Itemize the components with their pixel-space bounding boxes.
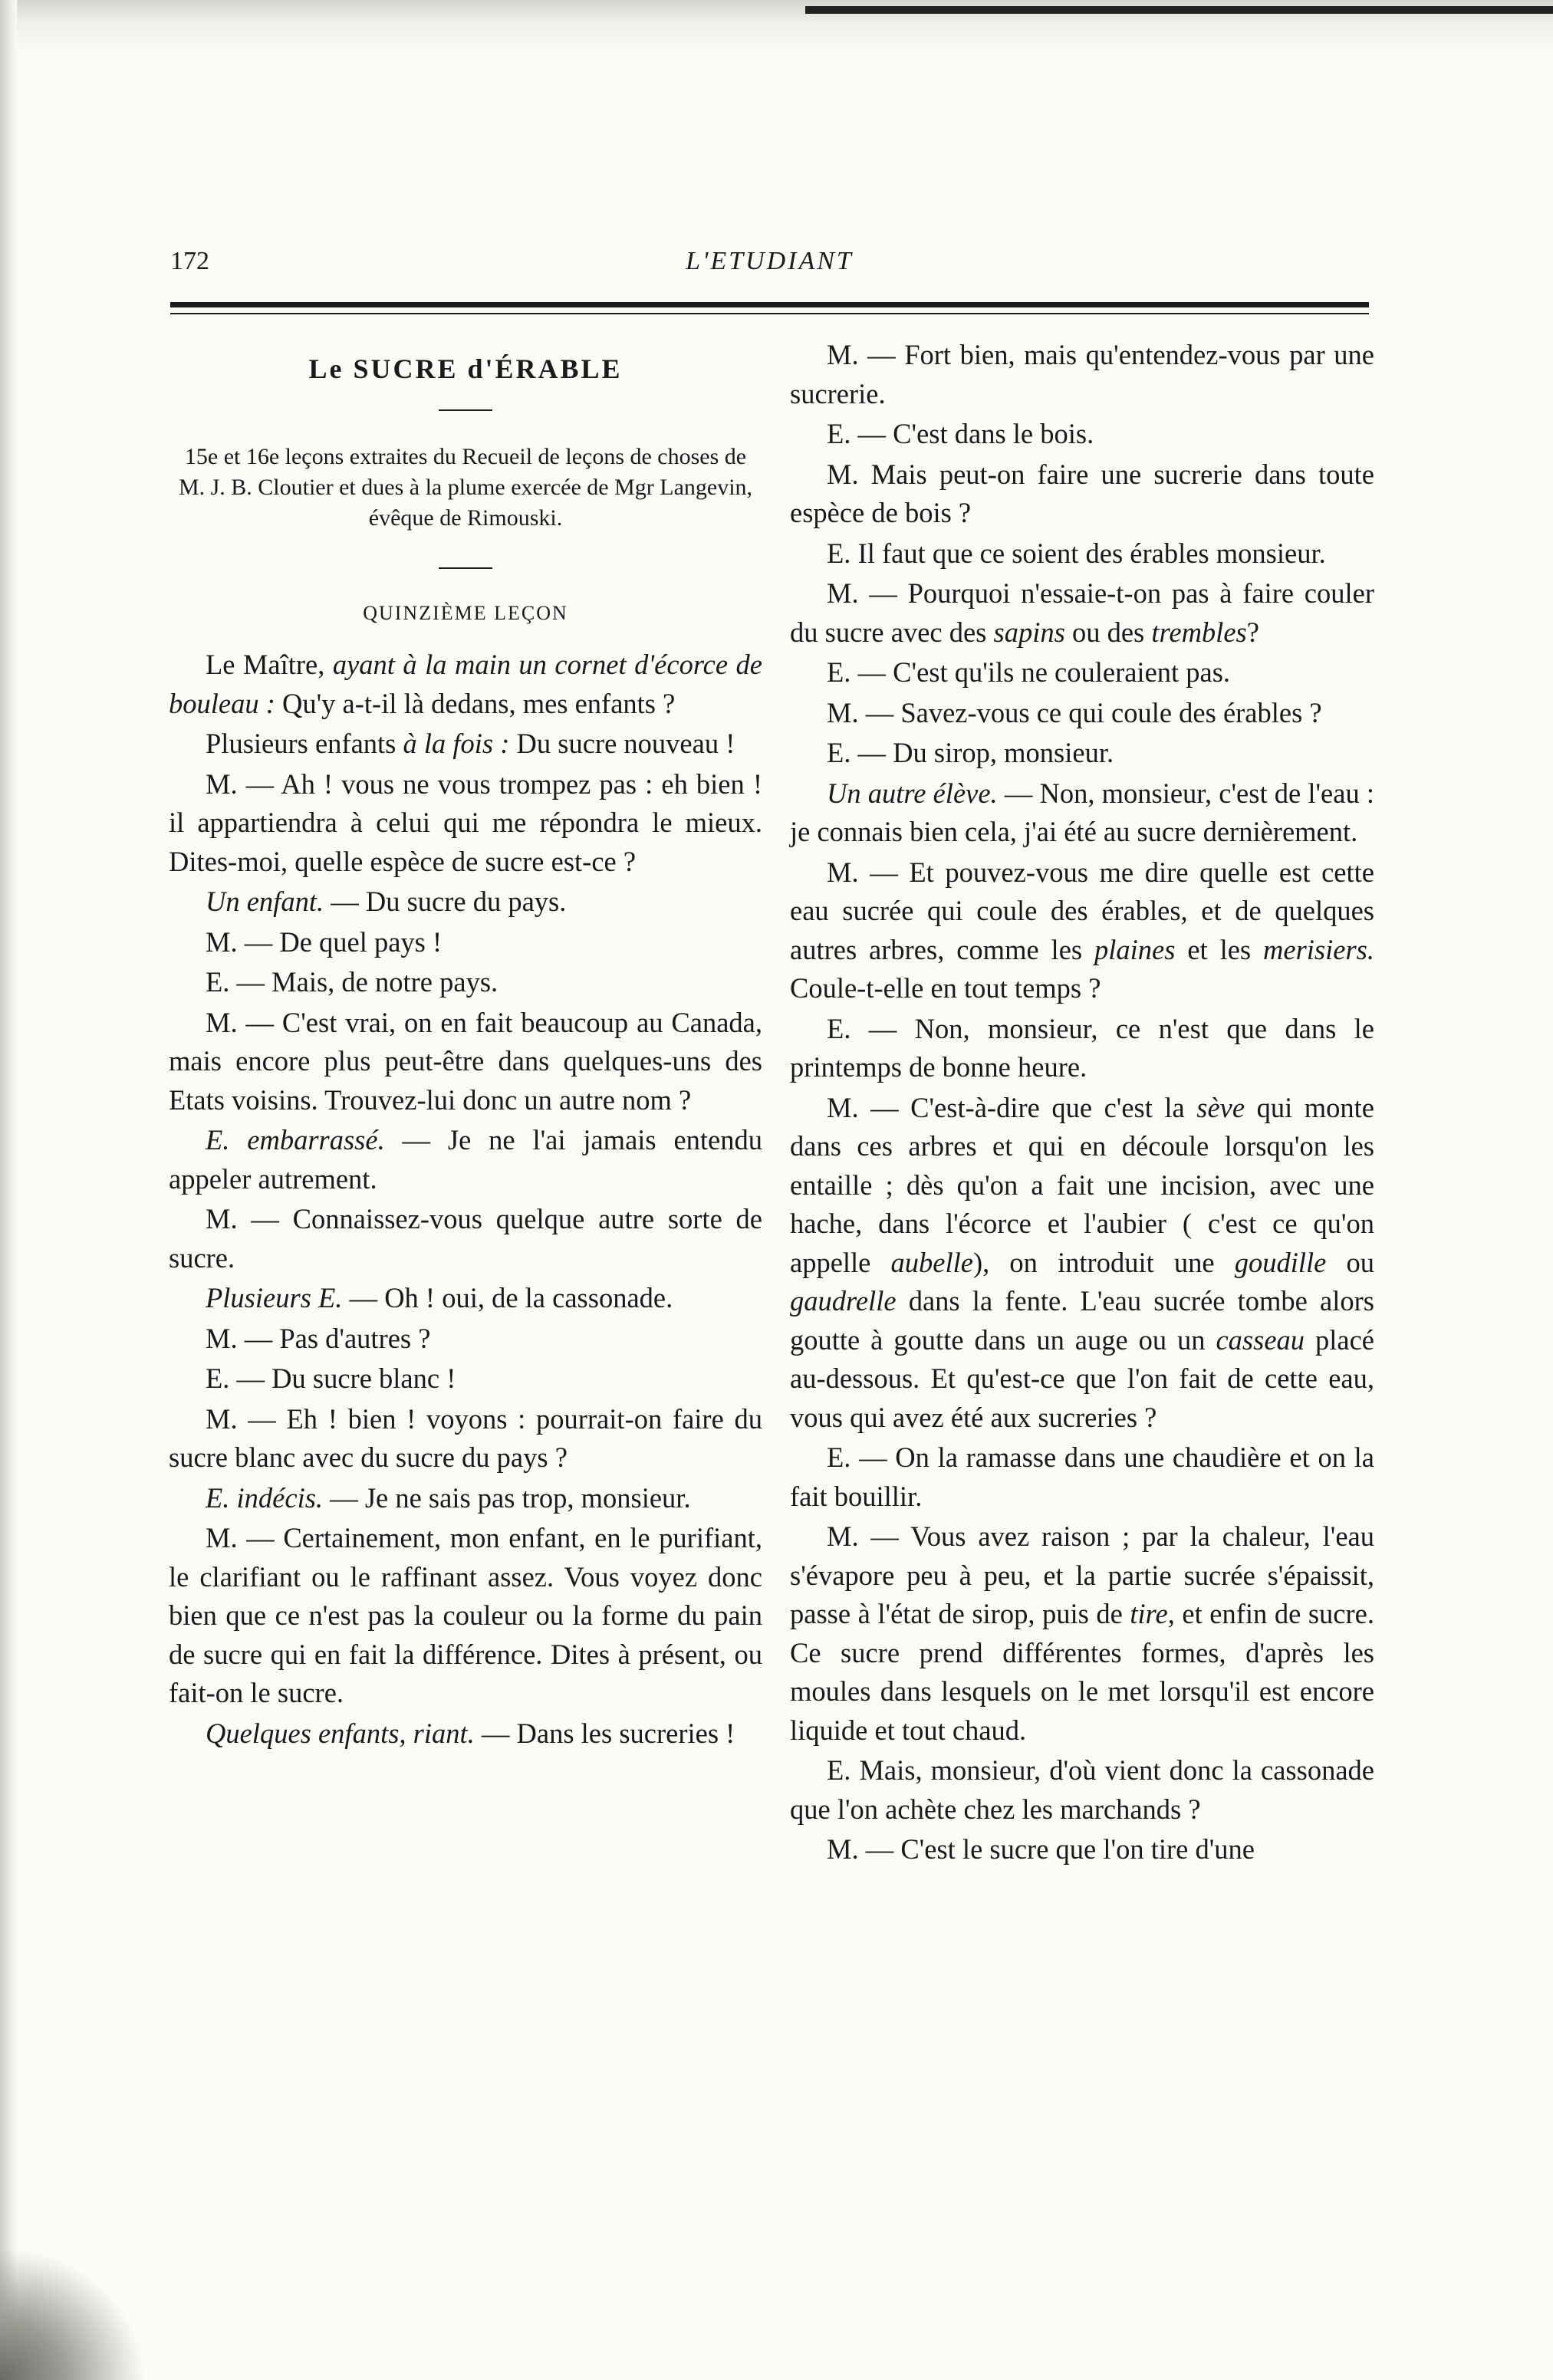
paragraph bbox=[169, 1200, 762, 1277]
text-run: M. — Eh ! bien ! voyons : pourrait-on faire du sucre blanc avec du sucre du pays ? bbox=[169, 1402, 762, 1473]
right-column-text bbox=[790, 336, 1374, 1869]
text-run: M. — C'est le sucre que l'on tire d'une bbox=[827, 1833, 1255, 1865]
text-run: Le Maître, bbox=[206, 649, 333, 680]
paragraph bbox=[790, 1830, 1374, 1869]
text-run: Du sucre nouveau ! bbox=[509, 728, 735, 759]
paragraph bbox=[790, 1517, 1374, 1750]
paragraph bbox=[169, 1714, 762, 1754]
title-divider bbox=[439, 409, 492, 411]
text-run: ou des bbox=[1064, 616, 1152, 648]
italic-text: goudille bbox=[1234, 1246, 1327, 1278]
italic-text: Quelques enfants, riant. bbox=[206, 1717, 475, 1749]
paragraph bbox=[790, 734, 1374, 773]
scan-edge-line bbox=[805, 6, 1553, 14]
text-run: E. — C'est dans le bois. bbox=[827, 418, 1094, 449]
italic-text: ayant à la main un cornet d'écorce de bouleau : bbox=[169, 649, 762, 719]
italic-text: Un enfant. bbox=[206, 886, 324, 917]
article-title: Le SUCRE d'ÉRABLE bbox=[308, 353, 623, 384]
italic-text: trembles bbox=[1151, 616, 1247, 648]
paragraph bbox=[790, 853, 1374, 1008]
section-heading: QUINZIÈME LEÇON bbox=[363, 602, 568, 624]
paragraph bbox=[169, 725, 762, 764]
paragraph bbox=[169, 1121, 762, 1198]
paragraph bbox=[169, 883, 762, 922]
paragraph bbox=[790, 774, 1374, 852]
text-run: — Du sucre du pays. bbox=[324, 886, 567, 917]
text-run: E. — Du sucre blanc ! bbox=[206, 1363, 456, 1394]
running-title: L'ETUDIANT bbox=[686, 247, 854, 275]
text-run: M. — Savez-vous ce qui coule des érables ? bbox=[827, 696, 1322, 728]
paragraph bbox=[169, 963, 762, 1002]
paragraph bbox=[790, 694, 1374, 733]
paragraph bbox=[169, 646, 762, 723]
text-run: — Non, monsieur, c'est de l'eau : je connais bien cela, j'ai été au sucre dernièrement. bbox=[790, 777, 1374, 847]
subtitle-divider bbox=[439, 567, 492, 569]
italic-text: casseau bbox=[1216, 1323, 1305, 1356]
text-run: M. — Pourquoi n'essaie-t-on pas à faire couler du sucre avec des bbox=[790, 577, 1374, 648]
text-run: — Je ne sais pas trop, monsieur. bbox=[323, 1481, 691, 1514]
text-run: ), on introduit une bbox=[972, 1246, 1235, 1278]
text-run: qui monte dans ces arbres et qui en découle lorsqu'on les entaille ; dès qu'on a fait une incision, avec une hache, dans l'écorce et l'aubier ( c'est ce qu'on appelle bbox=[790, 1091, 1375, 1278]
text-run: — Je ne l'ai jamais entendu appeler autrement. bbox=[169, 1124, 763, 1195]
paragraph bbox=[790, 455, 1374, 533]
left-column-text bbox=[169, 646, 762, 1753]
text-run: M. — Fort bien, mais qu'entendez-vous par une sucrerie. bbox=[790, 339, 1374, 409]
text-run: M. Mais peut-on faire une sucrerie dans toute espèce de bois ? bbox=[790, 458, 1374, 528]
text-run: M. — Ah ! vous ne vous trompez pas : eh bien ! il appartiendra à celui qui me répondra le mieux. Dites-moi, quelle espèce de sucre est-ce ? bbox=[169, 768, 762, 877]
paragraph bbox=[790, 1089, 1374, 1438]
italic-text: Un autre élève. bbox=[827, 777, 998, 809]
paragraph bbox=[790, 1751, 1374, 1829]
text-run: M. — Vous avez raison ; par la chaleur, l'eau s'évapore peu à peu, et la partie sucrée s'épaissit, passe à l'état de sirop, puis de bbox=[790, 1520, 1374, 1629]
italic-text: gaudrelle bbox=[790, 1285, 897, 1317]
italic-text: à la fois : bbox=[403, 728, 510, 759]
text-run: Qu'y a-t-il là dedans, mes enfants ? bbox=[275, 687, 676, 719]
paragraph bbox=[169, 1479, 762, 1518]
text-run: E. — Du sirop, monsieur. bbox=[827, 737, 1114, 768]
text-run: dans la fente. L'eau sucrée tombe alors goutte à goutte dans un auge ou un bbox=[790, 1285, 1374, 1356]
text-run: M. — Pas d'autres ? bbox=[206, 1322, 431, 1354]
italic-text: sève bbox=[1196, 1091, 1245, 1123]
scan-shadow-left bbox=[0, 0, 17, 2380]
right-column bbox=[790, 336, 1374, 1869]
article-subtitle: 15e et 16e leçons extraites du Recueil de leçons de choses de M. J. B. Cloutier et dues à la plume exercée de Mgr Langevin, évêque de Rimouski. bbox=[178, 444, 753, 531]
italic-text: merisiers. bbox=[1263, 933, 1374, 965]
italic-text: Plusieurs E. bbox=[206, 1282, 343, 1313]
header-rule-thin bbox=[170, 313, 1369, 314]
italic-text: aubelle bbox=[890, 1246, 973, 1278]
text-run: M. — Certainement, mon enfant, en le purifiant, le clarifiant ou le raffinant assez. Vous voyez donc bien que ce n'est pas la couleur ou la forme du pain de sucre qui en fait la différence. Dites à présent, ou fait-on le sucre. bbox=[169, 1522, 762, 1708]
paragraph bbox=[169, 1519, 762, 1713]
text-run: M. — De quel pays ! bbox=[206, 925, 443, 958]
text-run: E. Mais, monsieur, d'où vient donc la cassonade que l'on achète chez les marchands ? bbox=[790, 1754, 1374, 1825]
text-run: ? bbox=[1246, 616, 1259, 648]
text-run: M. — Connaissez-vous quelque autre sorte de sucre. bbox=[169, 1203, 762, 1274]
text-run: E. Il faut que ce soient des érables monsieur. bbox=[827, 537, 1326, 569]
text-run: E. — C'est qu'ils ne couleraient pas. bbox=[827, 656, 1231, 688]
italic-text: sapins bbox=[993, 616, 1065, 648]
text-run: E. — Non, monsieur, ce n'est que dans le printemps de bonne heure. bbox=[790, 1012, 1374, 1083]
italic-text: E. indécis. bbox=[206, 1481, 324, 1514]
paragraph bbox=[169, 1279, 762, 1318]
text-run: M. — Et pouvez-vous me dire quelle est cette eau sucrée qui coule des érables, et de quelques autres arbres, comme les bbox=[790, 856, 1374, 965]
paragraph bbox=[790, 1010, 1374, 1087]
text-run: et les bbox=[1175, 933, 1264, 965]
text-run: placé au-dessous. Et qu'est-ce que l'on fait de cette eau, vous qui avez été aux sucreries ? bbox=[790, 1323, 1374, 1433]
text-run: Plusieurs enfants bbox=[206, 728, 403, 759]
header-rule-thick bbox=[170, 302, 1369, 307]
text-run: M. — C'est vrai, on en fait beaucoup au Canada, mais encore plus peut-être dans quelques-uns des Etats voisins. Trouvez-lui donc un autre nom ? bbox=[169, 1006, 762, 1116]
paragraph bbox=[169, 765, 762, 882]
text-run: — Oh ! oui, de la cassonade. bbox=[342, 1282, 673, 1313]
scan-corner-smudge bbox=[0, 2247, 146, 2380]
page-number: 172 bbox=[170, 247, 209, 275]
paragraph bbox=[790, 534, 1374, 574]
italic-text: E. embarrassé. bbox=[206, 1124, 385, 1155]
paragraph bbox=[169, 1320, 762, 1359]
text-run: E. — Mais, de notre pays. bbox=[206, 966, 498, 998]
left-column bbox=[169, 336, 762, 1753]
text-run: — Dans les sucreries ! bbox=[474, 1717, 735, 1749]
paragraph bbox=[790, 336, 1374, 413]
paragraph bbox=[169, 1004, 762, 1120]
paragraph bbox=[169, 1400, 762, 1478]
paragraph bbox=[169, 923, 762, 962]
text-run: E. — On la ramasse dans une chaudière et on la fait bouillir. bbox=[790, 1441, 1374, 1512]
paragraph bbox=[790, 415, 1374, 454]
paragraph bbox=[790, 574, 1374, 652]
text-run: ou bbox=[1326, 1246, 1374, 1278]
italic-text: plaines bbox=[1094, 933, 1176, 965]
paragraph bbox=[790, 653, 1374, 692]
running-header bbox=[170, 247, 1369, 285]
italic-text: tire bbox=[1130, 1598, 1168, 1629]
paragraph bbox=[790, 1438, 1374, 1516]
paragraph bbox=[169, 1359, 762, 1399]
text-run: M. — C'est-à-dire que c'est la bbox=[827, 1091, 1197, 1123]
text-run: Coule-t-elle en tout temps ? bbox=[790, 972, 1101, 1004]
text-run: , et enfin de sucre. Ce sucre prend différentes formes, d'après les moules dans lesquels on le met lorsqu'il est encore liquide et tout chaud. bbox=[790, 1598, 1374, 1746]
